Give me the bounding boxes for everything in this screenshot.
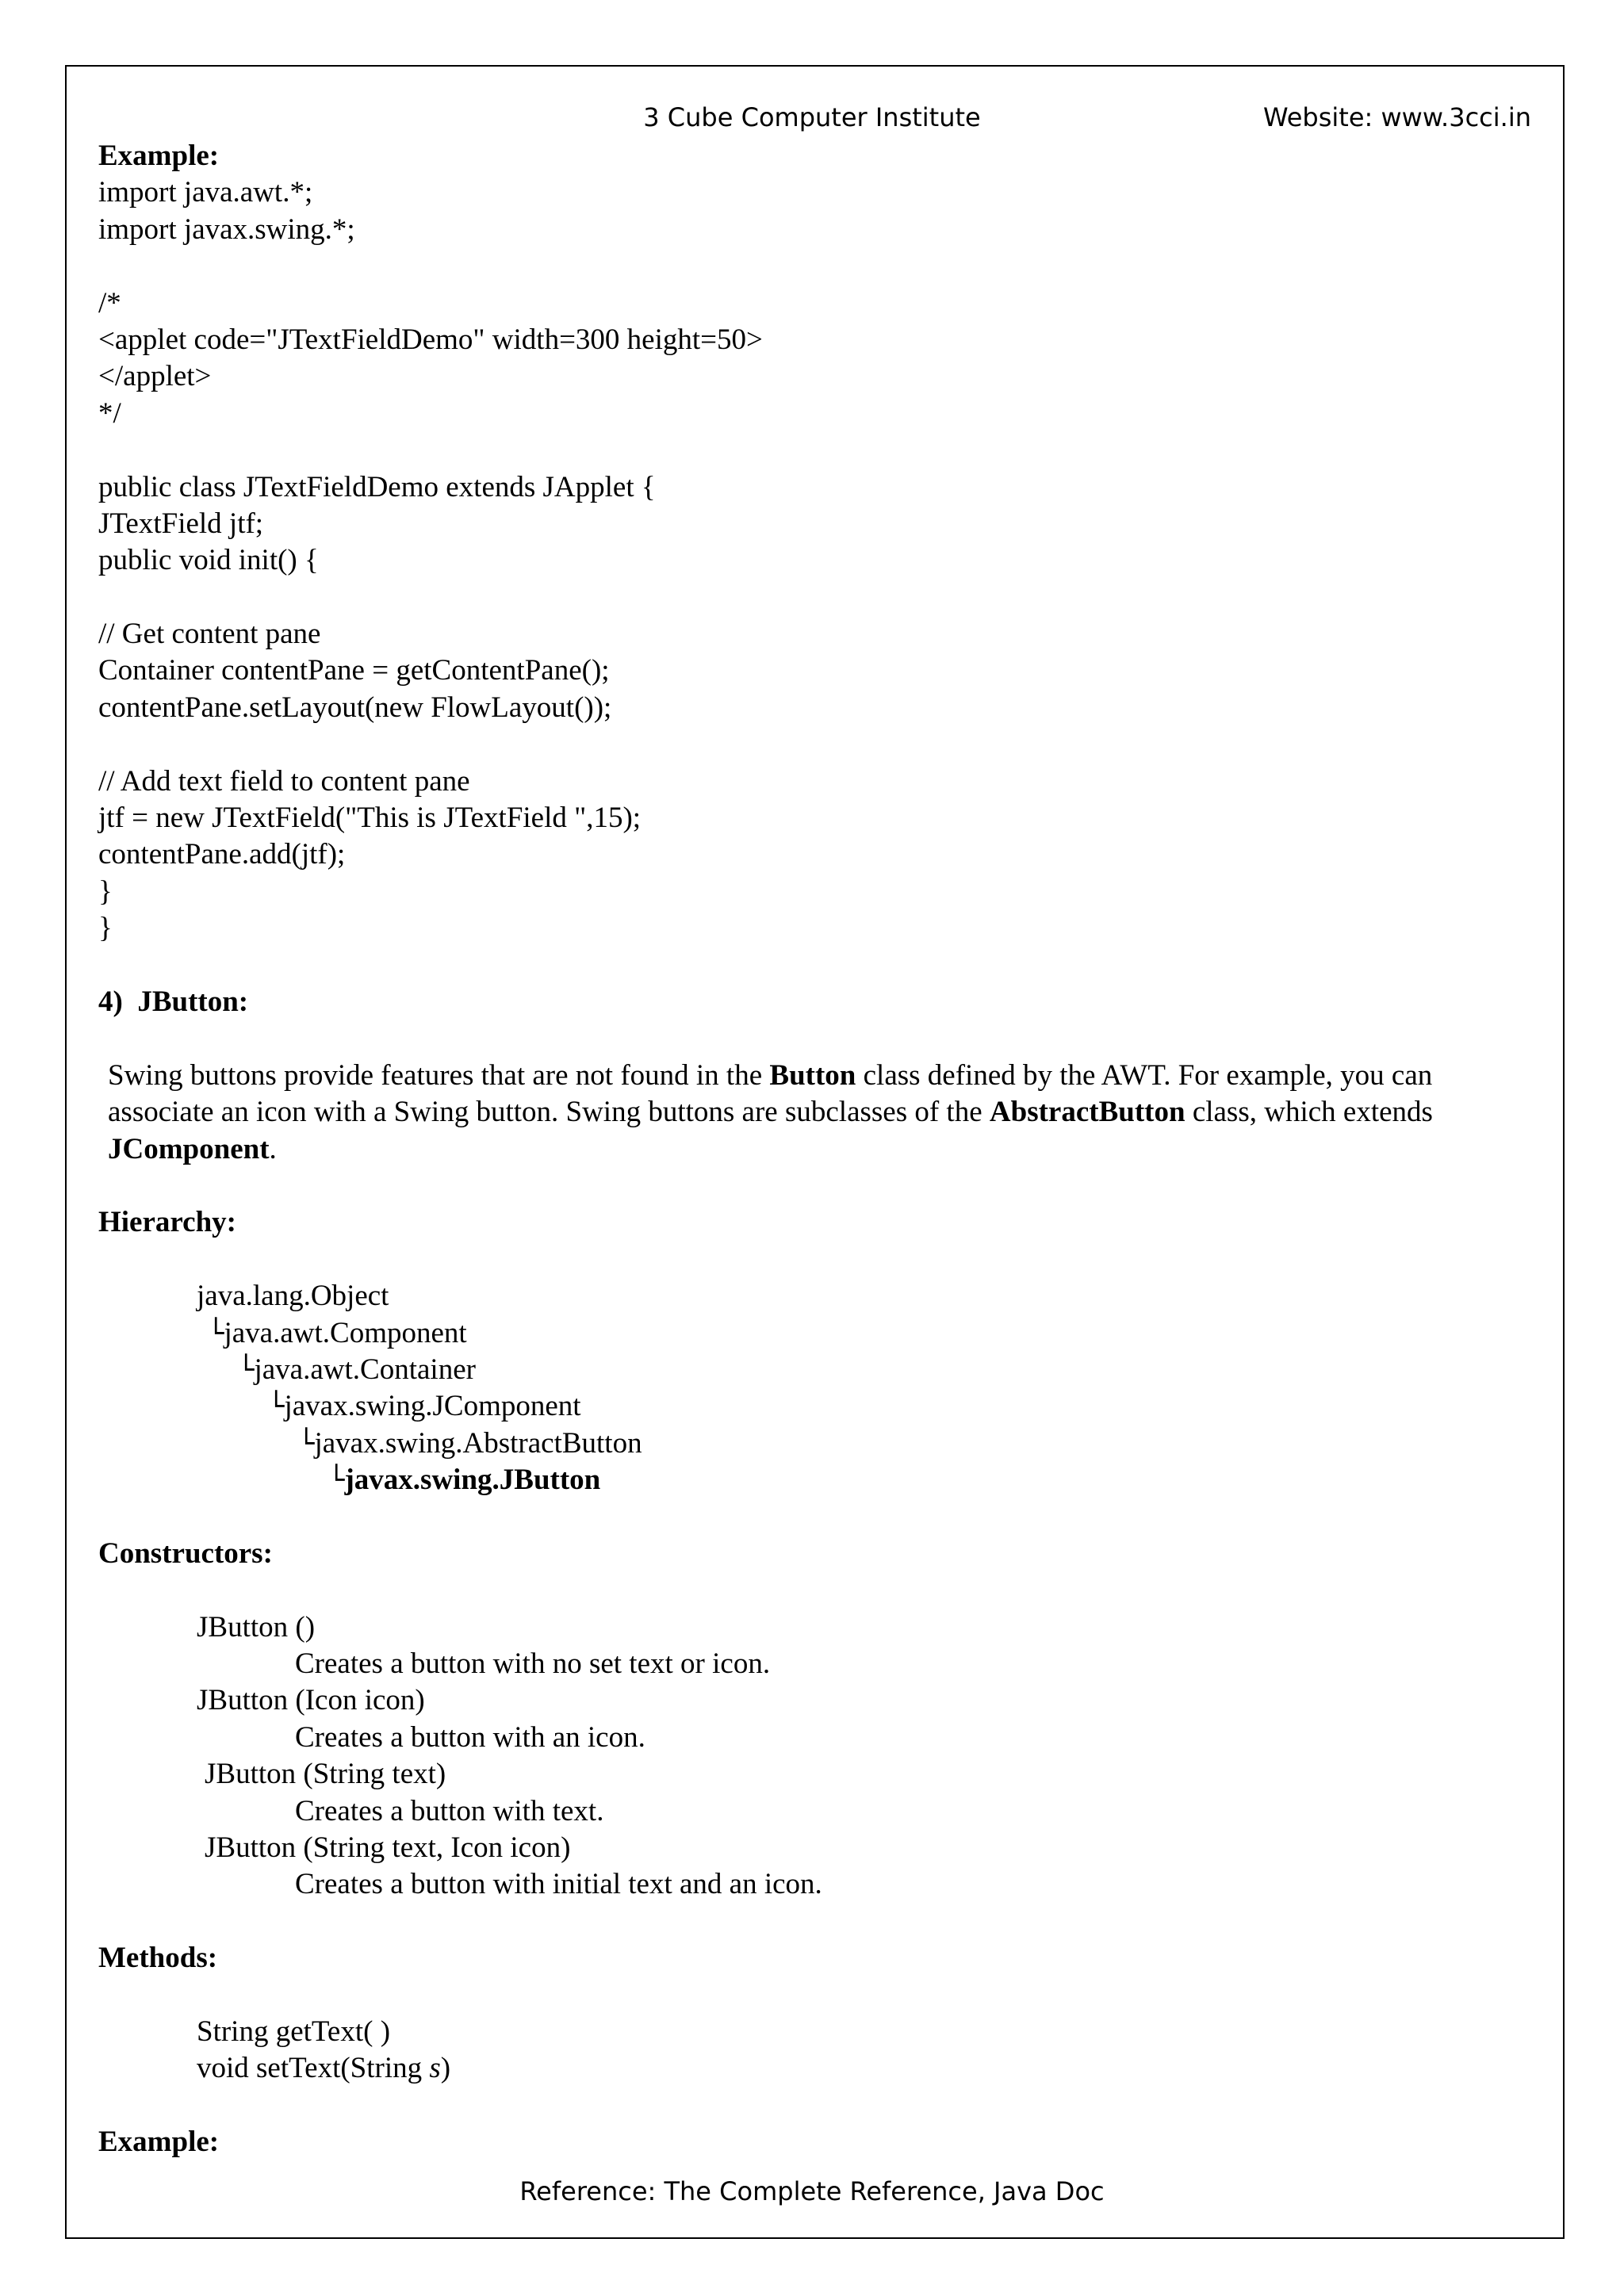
method-signature: String getText( ) <box>197 2015 391 2048</box>
methods-heading: Methods: <box>98 1942 218 1975</box>
tree-branch-glyph: └ <box>328 1464 345 1497</box>
hierarchy-level: └javax.swing.JComponent <box>268 1390 581 1423</box>
code-line: jtf = new JTextField("This is JTextField ",15); <box>98 802 642 835</box>
code-line: } <box>98 912 113 945</box>
hierarchy-level: └java.awt.Container <box>238 1353 476 1386</box>
constructor-signature: JButton (Icon icon) <box>197 1684 425 1717</box>
hierarchy-level: └javax.swing.JButton <box>328 1464 601 1497</box>
methods-list <box>98 2014 1526 2087</box>
example-heading: Example: <box>98 2126 220 2159</box>
tree-branch-glyph: └ <box>238 1353 255 1386</box>
constructor-description: Creates a button with an icon. <box>295 1720 645 1754</box>
header-institute: 3 Cube Computer Institute <box>643 102 981 132</box>
code-line: </applet> <box>98 360 212 393</box>
code-line: import javax.swing.*; <box>98 212 355 246</box>
example-heading: Example: <box>98 140 220 172</box>
code-line: public void init() { <box>98 544 319 577</box>
tree-branch-glyph: └ <box>298 1427 315 1460</box>
method-signature: void setText(String s) <box>197 2052 451 2085</box>
code-line: public class JTextFieldDemo extends JApplet { <box>98 470 656 503</box>
code-line: import java.awt.*; <box>98 176 313 209</box>
code-block <box>98 174 1526 947</box>
hierarchy-level: └java.awt.Component <box>208 1316 467 1349</box>
constructor-description: Creates a button with no set text or icon. <box>295 1647 771 1681</box>
constructors-list <box>98 1609 1526 1904</box>
code-line: // Get content pane <box>98 618 321 651</box>
code-line: /* <box>98 286 121 320</box>
code-line: JTextField jtf; <box>98 507 264 540</box>
section-heading-jbutton: 4) JButton: <box>98 985 249 1018</box>
constructor-signature: JButton (String text, Icon icon) <box>205 1831 571 1865</box>
header-website: Website: www.3cci.in <box>1262 102 1531 132</box>
code-line: */ <box>98 396 121 430</box>
constructor-signature: JButton () <box>197 1610 316 1644</box>
class-hierarchy-tree <box>98 1278 1526 1498</box>
constructor-description: Creates a button with text. <box>295 1794 604 1827</box>
constructor-signature: JButton (String text) <box>205 1758 446 1791</box>
tree-branch-glyph: └ <box>208 1317 224 1349</box>
code-line: // Add text field to content pane <box>98 764 470 798</box>
code-line: <applet code="JTextFieldDemo" width=300 height=50> <box>98 323 763 356</box>
hierarchy-heading: Hierarchy: <box>98 1206 236 1239</box>
code-line: Container contentPane = getContentPane(); <box>98 654 610 687</box>
hierarchy-level: └javax.swing.AbstractButton <box>298 1426 642 1460</box>
footer-reference: Reference: The Complete Reference, Java Doc <box>519 2176 1105 2206</box>
hierarchy-root: java.lang.Object <box>197 1280 389 1313</box>
page-content <box>98 138 1526 2161</box>
constructor-description: Creates a button with initial text and an icon. <box>295 1868 822 1901</box>
constructors-heading: Constructors: <box>98 1536 273 1570</box>
tree-branch-glyph: └ <box>268 1391 285 1423</box>
jbutton-description: Swing buttons provide features that are not found in the Button class defined by the AWT. For example, you can associate an icon with a Swing button. Swing buttons are subclasses of the AbstractButton class, which extends JComponent. <box>108 1058 1433 1165</box>
code-line: contentPane.add(jtf); <box>98 838 346 871</box>
code-line: } <box>98 874 113 908</box>
code-line: contentPane.setLayout(new FlowLayout()); <box>98 691 612 724</box>
